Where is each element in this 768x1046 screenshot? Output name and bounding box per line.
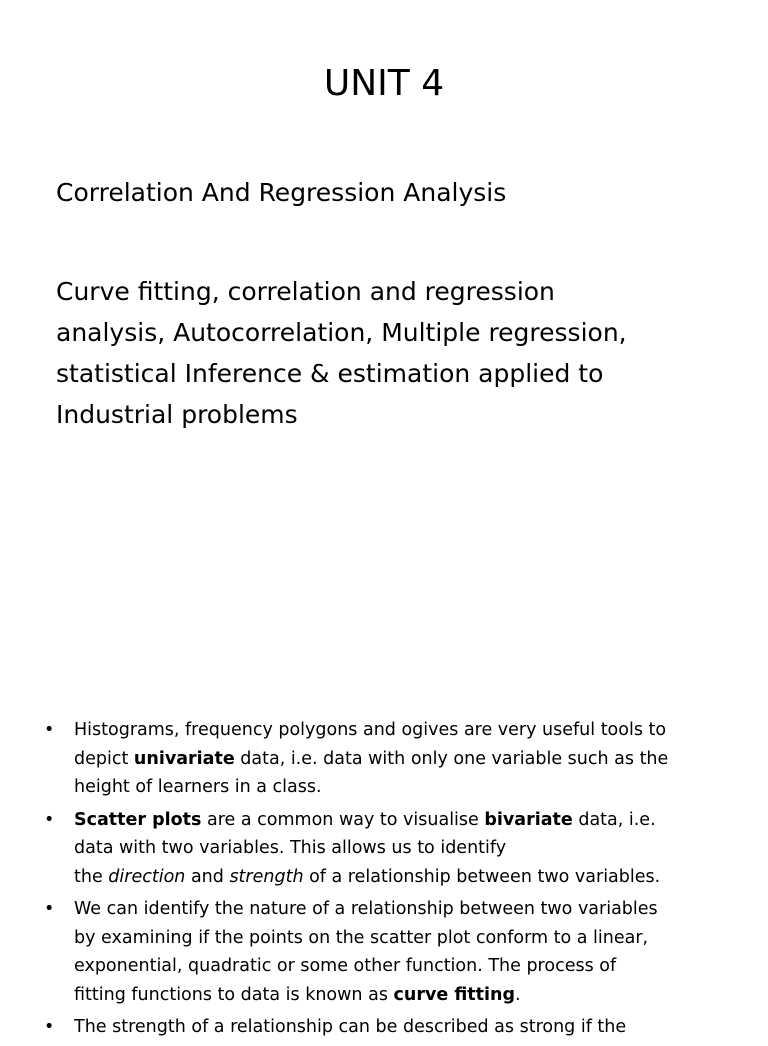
text-run: exponential, quadratic or some other function. The process of	[74, 956, 617, 976]
topics-line: analysis, Autocorrelation, Multiple regression,	[56, 318, 627, 347]
bullet-dot-icon: •	[44, 1017, 55, 1037]
bullet-line	[74, 1013, 734, 1042]
slide-subtitle: Correlation And Regression Analysis	[56, 178, 507, 207]
bullet-line	[74, 924, 734, 953]
topics-paragraph	[56, 271, 746, 435]
bullet-list	[0, 716, 768, 1046]
bullet-line	[74, 716, 734, 745]
italic-term: strength	[229, 866, 304, 887]
text-run: the	[74, 866, 109, 887]
topics-line: Industrial problems	[56, 400, 298, 429]
bullet-dot-icon: •	[44, 809, 55, 830]
text-run: data, i.e.	[572, 809, 656, 830]
text-run: data with two variables. This allows us to identify	[74, 838, 507, 858]
bold-term: bivariate	[484, 809, 573, 830]
bold-term: curve fitting	[393, 984, 516, 1005]
italic-term: direction	[108, 866, 186, 887]
slide-title: UNIT 4	[323, 63, 445, 104]
bullet-line	[74, 952, 734, 981]
bullet-item	[0, 1013, 768, 1042]
text-run: data, i.e. data with only one variable such as the	[234, 748, 669, 769]
text-run: depict	[74, 748, 134, 769]
bullet-item	[0, 716, 768, 802]
slide-content-page	[0, 576, 768, 1037]
text-run: fitting functions to data is known as	[74, 984, 394, 1005]
bullet-line	[74, 773, 734, 802]
bullet-line	[74, 745, 734, 774]
text-run: by examining if the points on the scatter plot conform to a linear,	[74, 927, 649, 948]
bold-term: univariate	[133, 748, 235, 769]
text-run: We can identify the nature of a relationship between two variables	[74, 899, 658, 919]
text-run: are a common way to visualise	[201, 809, 485, 830]
text-run: The strength of a relationship can be described as strong if the	[74, 1017, 627, 1037]
text-run: height of learners in a class.	[74, 777, 322, 797]
topics-line: statistical Inference & estimation applied to	[56, 359, 604, 388]
bullet-line	[74, 834, 734, 863]
bullet-dot-icon: •	[44, 899, 55, 919]
bold-term: Scatter plots	[74, 809, 202, 830]
text-run: Histograms, frequency polygons and ogives are very useful tools to	[74, 720, 667, 740]
topics-line: Curve fitting, correlation and regression	[56, 277, 555, 306]
text-run: of a relationship between two variables.	[303, 866, 661, 887]
bullet-dot-icon: •	[44, 720, 55, 740]
bullet-item	[0, 806, 768, 892]
text-run: and	[185, 866, 230, 887]
bullet-line	[74, 981, 734, 1010]
bullet-line	[74, 806, 734, 835]
bullet-item	[0, 895, 768, 1009]
bullet-line	[74, 895, 734, 924]
bullet-line	[74, 863, 734, 892]
text-run: .	[515, 984, 521, 1005]
